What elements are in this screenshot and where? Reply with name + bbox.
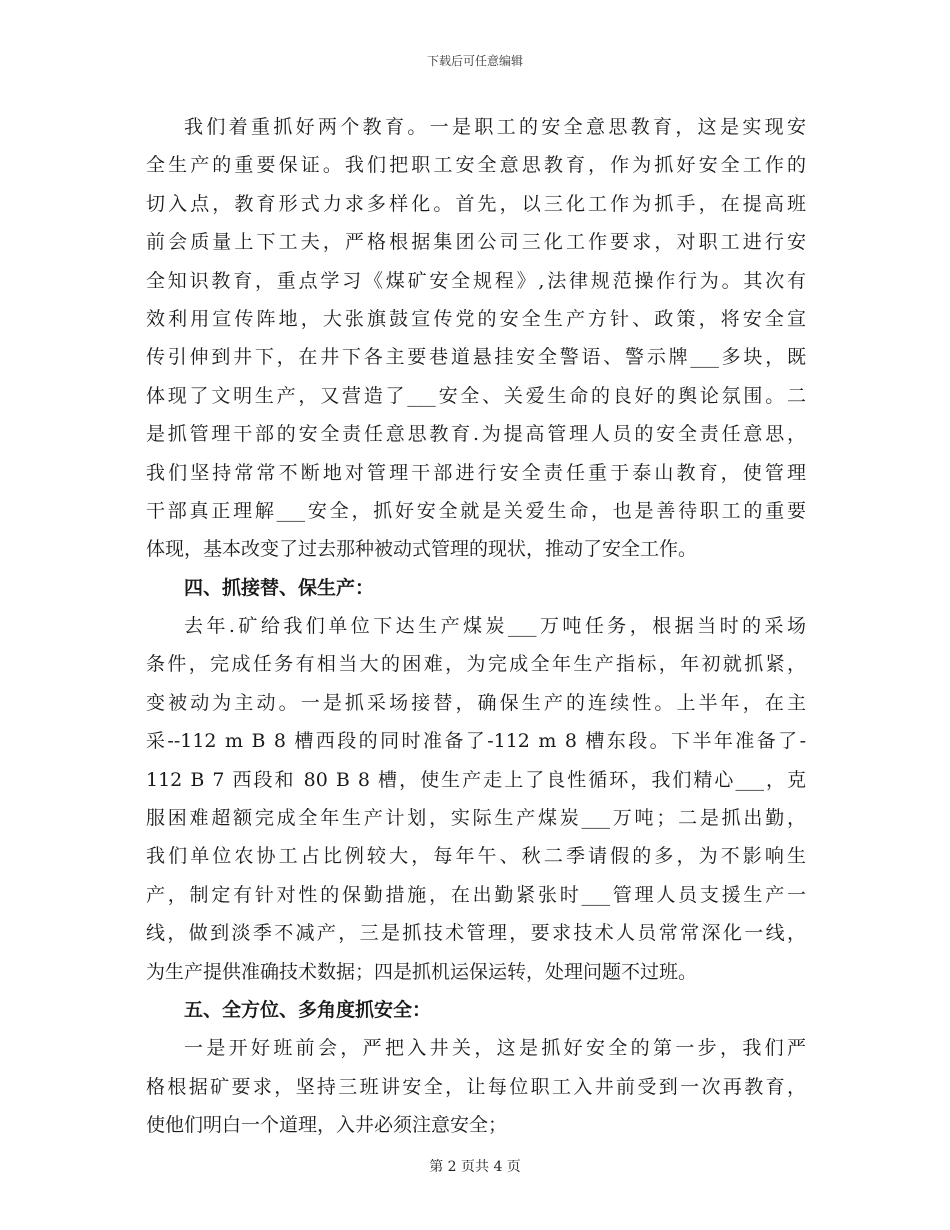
text-line: 使他们明白一个道理，入井必须注意安全； <box>146 1114 508 1137</box>
text-line: 切入点，教育形式力求多样化。首先，以三化工作为抓手，在提高班 <box>146 192 806 215</box>
text-line: 干部真正理解___安全，抓好安全就是关爱生命，也是善待职工的重要 <box>146 499 806 522</box>
text-line: 传引伸到井下，在井下各主要巷道悬挂安全警语、警示牌___多块，既 <box>146 346 806 369</box>
text-line: 格根据矿要求，坚持三班讲安全，让每位职工入井前受到一次再教育， <box>146 1075 806 1098</box>
text-line: 我们着重抓好两个教育。一是职工的安全意思教育，这是实现安 <box>184 116 806 138</box>
text-line: 全知识教育，重点学习《煤矿安全规程》,法律规范操作行为。其次有 <box>146 269 806 292</box>
text-line: 体现了文明生产，又营造了___安全、关爱生命的良好的舆论氛围。二 <box>146 384 806 407</box>
text-line: 体现，基本改变了过去那种被动式管理的现状，推动了安全工作。 <box>146 538 698 561</box>
text-line: 采--112 m B 8 槽西段的同时准备了-112 m 8 槽东段。下半年准备了- <box>146 730 806 753</box>
text-line: 我们坚持常常不断地对管理干部进行安全责任重于泰山教育，使管理 <box>146 461 806 484</box>
text-line: 前会质量上下工夫，严格根据集团公司三化工作要求，对职工进行安 <box>146 231 806 254</box>
text-line: 变被动为主动。一是抓采场接替，确保生产的连续性。上半年，在主 <box>146 691 806 714</box>
text-line: 条件，完成任务有相当大的困难，为完成全年生产指标，年初就抓紧， <box>146 653 806 676</box>
text-line: 效利用宣传阵地，大张旗鼓宣传党的安全生产方针、政策，将安全宣 <box>146 307 806 330</box>
text-line: 一是开好班前会，严把入井关，这是抓好安全的第一步，我们严 <box>184 1037 806 1060</box>
section-heading-4: 四、抓接替、保生产： <box>184 576 375 599</box>
text-line: 全生产的重要保证。我们把职工安全意思教育，作为抓好安全工作的 <box>146 154 806 177</box>
text-line: 为生产提供准确技术数据；四是抓机运保运转，处理问题不过班。 <box>146 960 698 983</box>
document-body <box>146 108 806 1145</box>
text-line: 去年.矿给我们单位下达生产煤炭___万吨任务，根据当时的采场 <box>184 615 806 638</box>
text-line: 我们单位农协工占比例较大，每年午、秋二季请假的多，为不影响生 <box>146 845 806 868</box>
page-header: 下载后可任意编辑 <box>426 54 523 68</box>
text-line: 112 B 7 西段和 80 B 8 槽，使生产走上了良性循环，我们精心___，克 <box>146 768 806 791</box>
text-line: 产，制定有针对性的保勤措施，在出勤紧张时___管理人员支援生产一 <box>146 883 806 906</box>
text-line: 服困难超额完成全年生产计划，实际生产煤炭___万吨；二是抓出勤， <box>146 807 806 830</box>
text-line: 线，做到淡季不减产，三是抓技术管理，要求技术人员常常深化一线， <box>146 922 806 945</box>
text-line: 是抓管理干部的安全责任意思教育.为提高管理人员的安全责任意思， <box>146 423 806 446</box>
section-heading-5: 五、全方位、多角度抓安全： <box>184 998 432 1021</box>
page-footer: 第 2 页共 4 页 <box>429 1159 521 1175</box>
